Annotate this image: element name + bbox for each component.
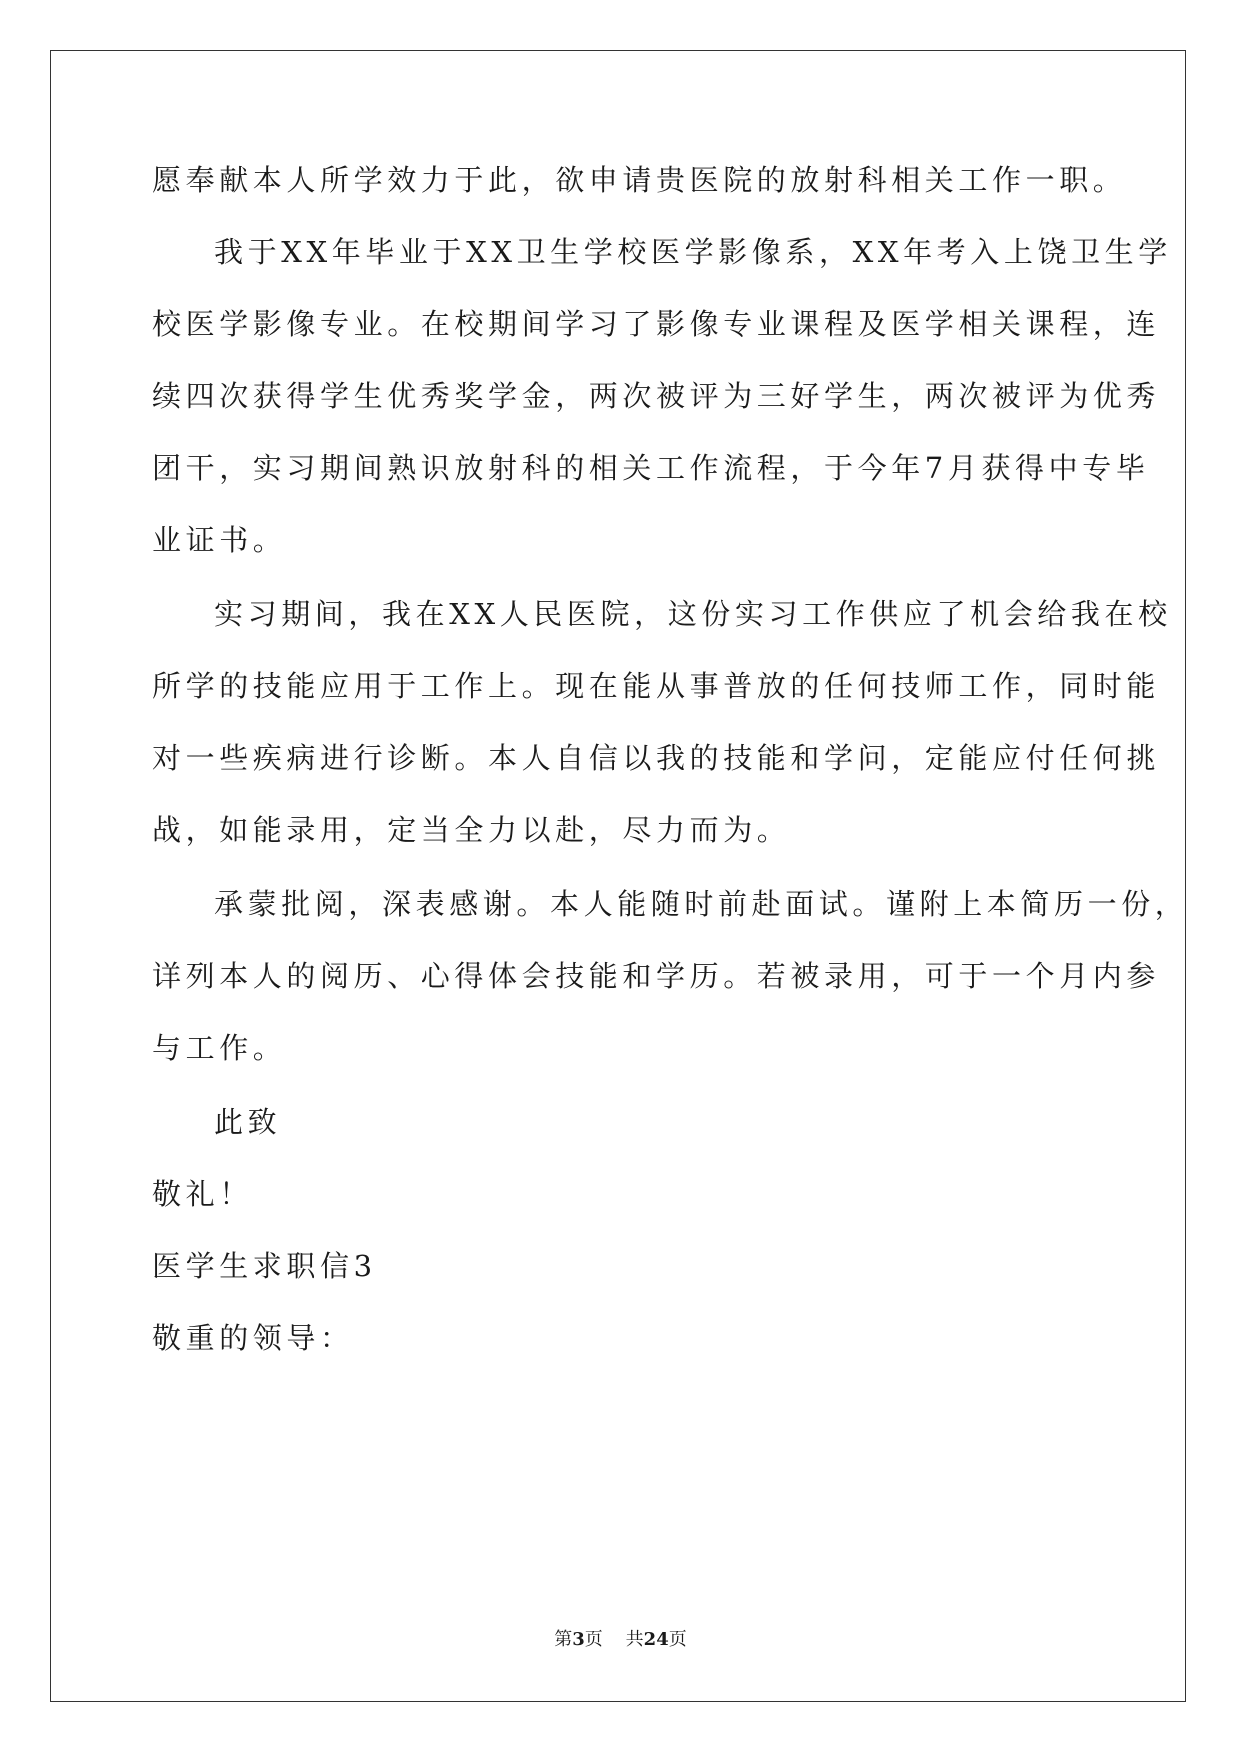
total-page-count: 24 [643, 1629, 669, 1650]
text-line: 我于XX年毕业于XX卫生学校医学影像系，XX年考入上饶卫生学 [214, 235, 1172, 269]
closing-salutation: 此致 [214, 1105, 282, 1139]
current-page-number: 3 [572, 1629, 585, 1650]
text-line: 战，如能录用，定当全力以赴，尽力而为。 [152, 813, 791, 847]
text-line: 所学的技能应用于工作上。现在能从事普放的任何技师工作，同时能 [152, 669, 1161, 703]
text-line: 对一些疾病进行诊断。本人自信以我的技能和学问，定能应付任何挑 [152, 741, 1161, 775]
page-border [50, 50, 1189, 1702]
footer-middle: 页 共 [584, 1629, 644, 1650]
text-line: 业证书。 [152, 523, 287, 557]
text-line: 详列本人的阅历、心得体会技能和学历。若被录用，可于一个月内参 [152, 959, 1161, 993]
footer-suffix: 页 [668, 1629, 687, 1650]
text-line: 续四次获得学生优秀奖学金，两次被评为三好学生，两次被评为优秀 [152, 379, 1161, 413]
footer-prefix: 第 [554, 1629, 573, 1650]
text-line: 校医学影像专业。在校期间学习了影像专业课程及医学相关课程，连 [152, 307, 1161, 341]
section-title: 医学生求职信3 [152, 1249, 377, 1283]
closing-regards: 敬礼！ [152, 1177, 253, 1211]
text-line: 愿奉献本人所学效力于此，欲申请贵医院的放射科相关工作一职。 [152, 163, 1127, 197]
page-footer [0, 1628, 1241, 1652]
text-line: 团干，实习期间熟识放射科的相关工作流程，于今年7月获得中专毕 [152, 451, 1150, 485]
text-line: 实习期间，我在XX人民医院，这份实习工作供应了机会给我在校 [214, 597, 1172, 631]
greeting: 敬重的领导： [152, 1321, 354, 1355]
text-line: 承蒙批阅，深表感谢。本人能随时前赴面试。谨附上本简历一份， [214, 887, 1189, 921]
text-line: 与工作。 [152, 1031, 287, 1065]
